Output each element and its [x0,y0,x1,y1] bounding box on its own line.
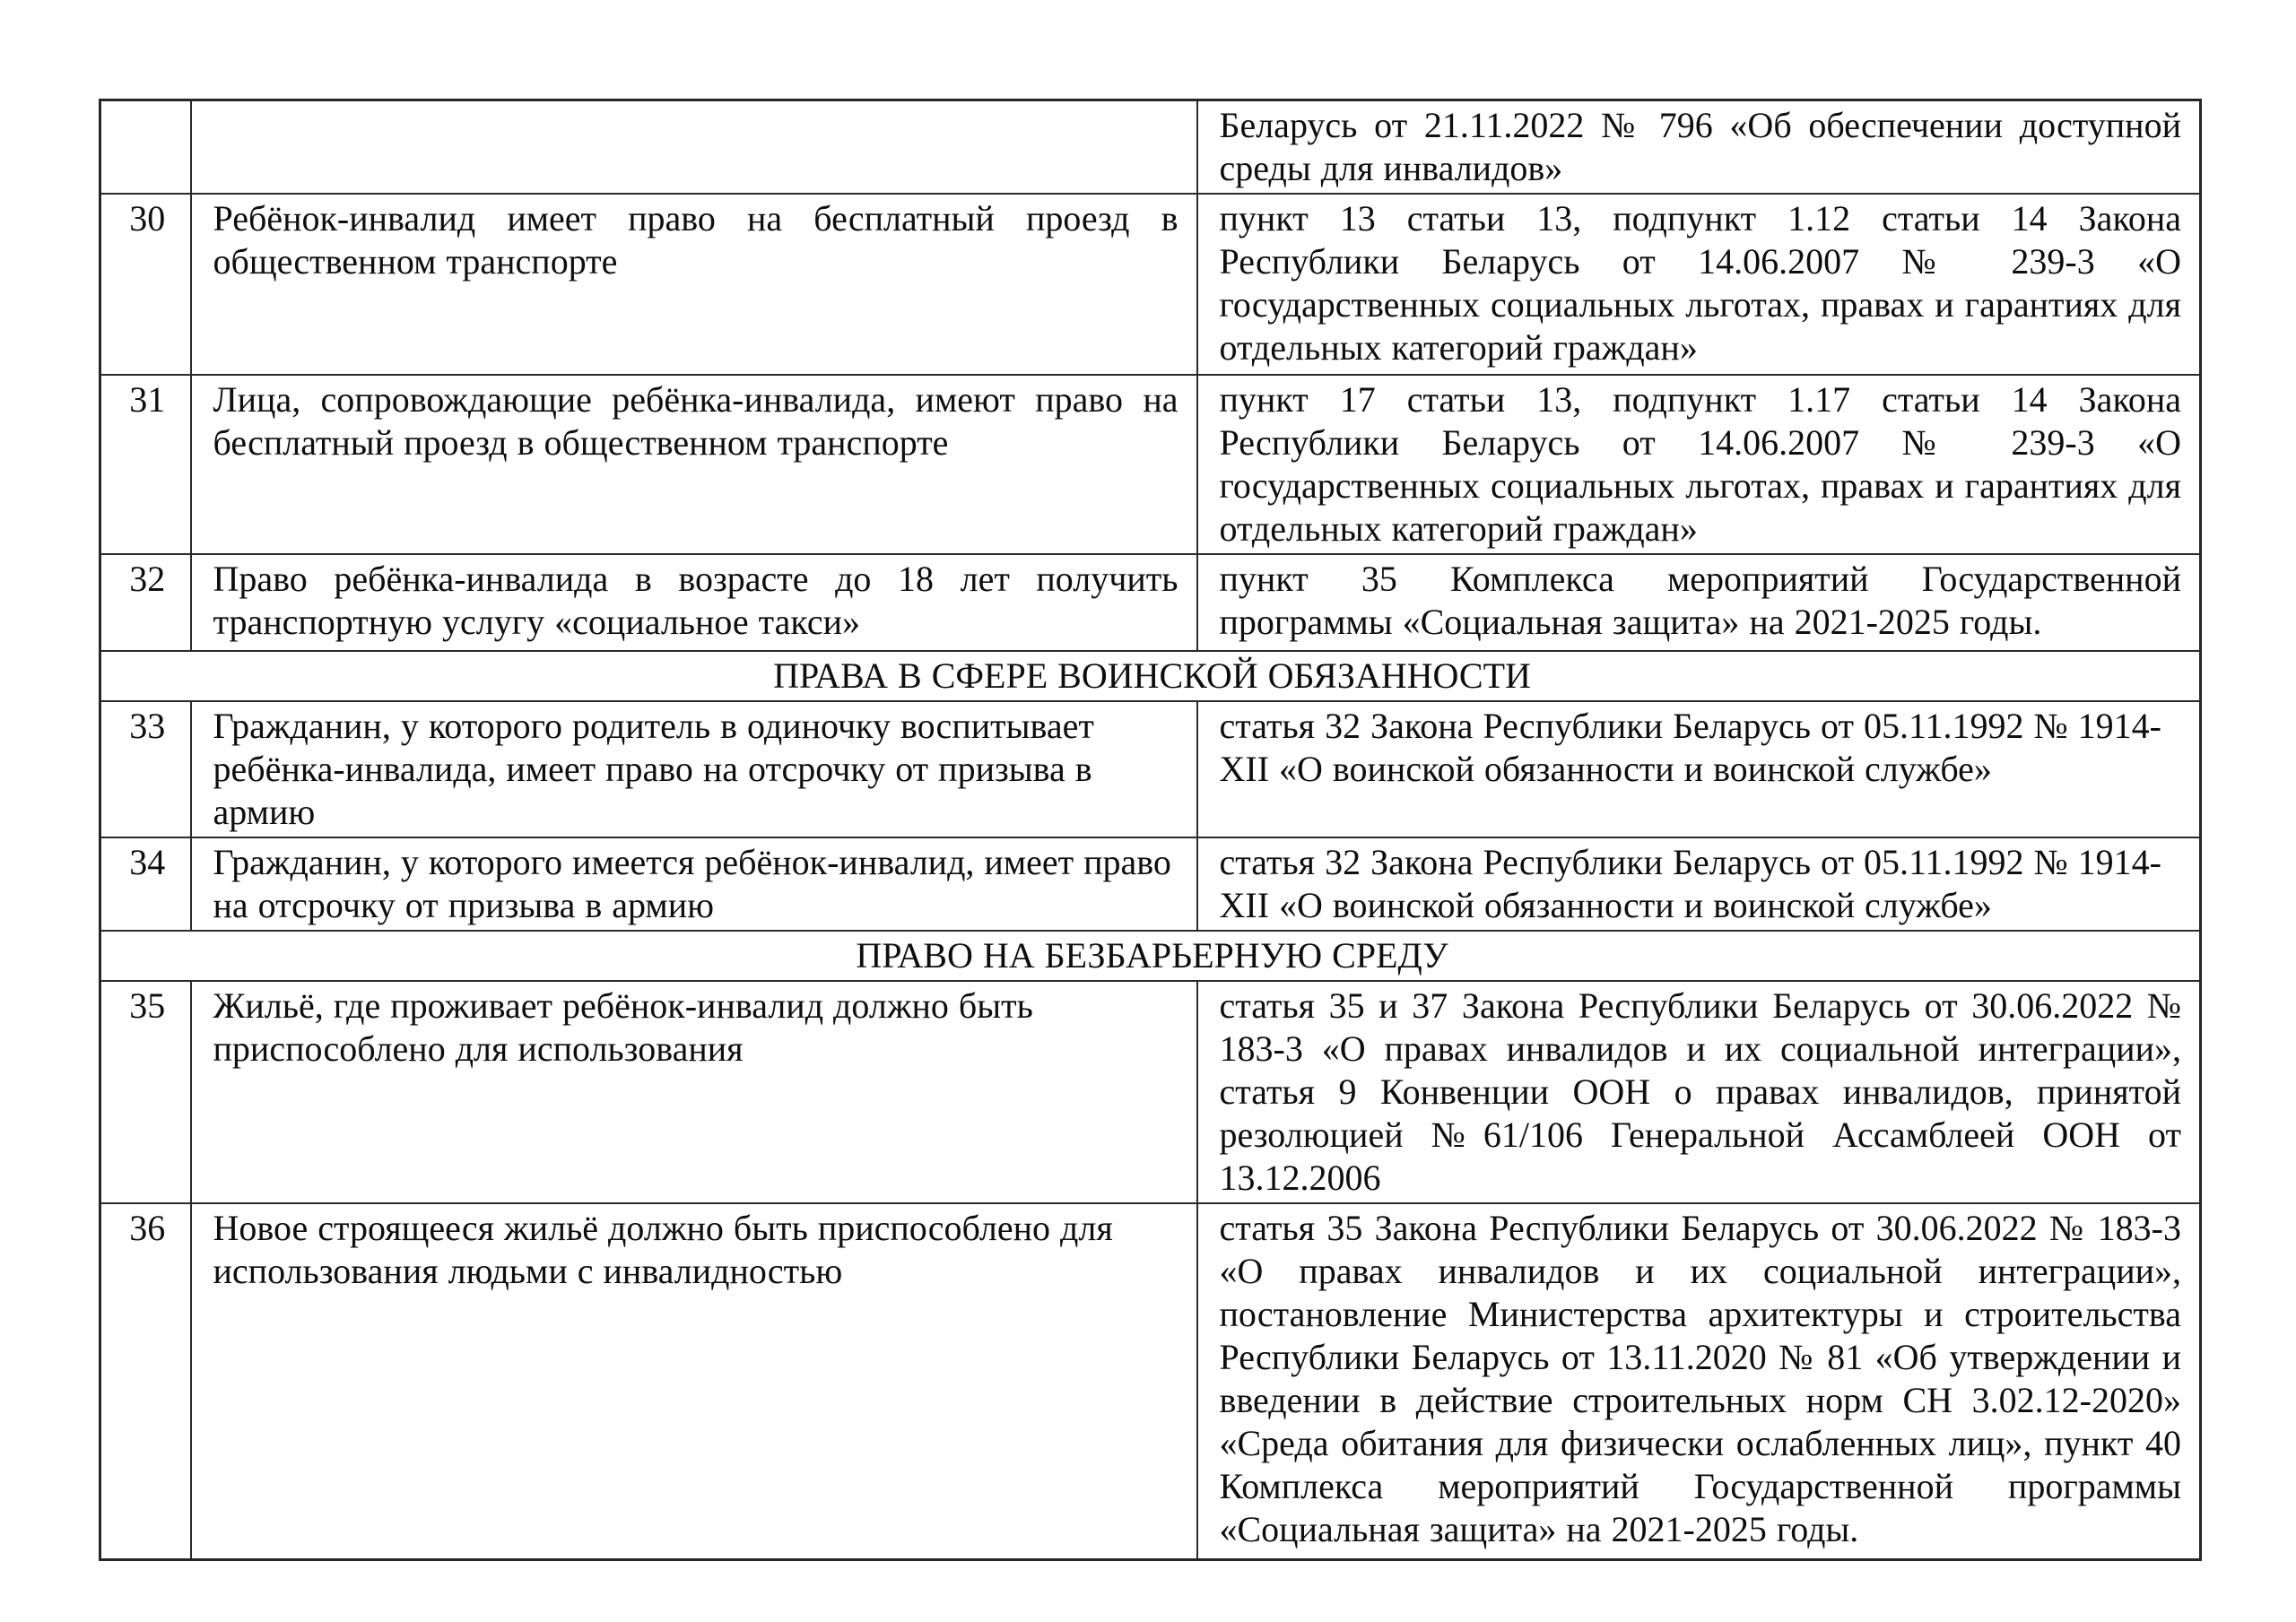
right-description: Гражданин, у которого имеется ребёнок-инвалид, имеет право на отсрочку от призыва в армию [191,837,1197,931]
row-number: 33 [100,701,191,837]
legal-basis: статья 32 Закона Республики Беларусь от 05.11.1992 № 1914-XII «О воинской обязанности и воинской службе» [1197,701,2201,837]
right-description: Ребёнок-инвалид имеет право на бесплатный проезд в общественном транспорте [191,194,1197,375]
legal-basis: Беларусь от 21.11.2022 № 796 «Об обеспечении доступной среды для инвалидов» [1197,100,2201,195]
section-title: ПРАВО НА БЕЗБАРЬЕРНУЮ СРЕДУ [100,931,2201,981]
right-description: Жильё, где проживает ребёнок-инвалид должно быть приспособлено для использования [191,981,1197,1203]
legal-basis: пункт 13 статьи 13, подпункт 1.12 статьи 14 Закона Республики Беларусь от 14.06.2007 № 239-3 «О государственных социальных льготах, правах и гарантиях для отдельных категорий граждан» [1197,194,2201,375]
row-number: 34 [100,837,191,931]
table-row [100,554,2201,651]
right-description: Новое строящееся жильё должно быть приспособлено для использования людьми с инвалидностью [191,1203,1197,1559]
legal-basis: пункт 17 статьи 13, подпункт 1.17 статьи 14 Закона Республики Беларусь от 14.06.2007 № 239-3 «О государственных социальных льготах, правах и гарантиях для отдельных категорий граждан» [1197,375,2201,554]
row-number: 36 [100,1203,191,1559]
table-row [100,375,2201,554]
row-number: 31 [100,375,191,554]
right-description [191,100,1197,195]
row-number [100,100,191,195]
table-row-continuation [100,100,2201,195]
row-number: 35 [100,981,191,1203]
table-row [100,837,2201,931]
legal-basis: статья 35 Закона Республики Беларусь от 30.06.2022 № 183-3 «О правах инвалидов и их социальной интеграции», постановление Министерства архитектуры и строительства Республики Беларусь от 13.11.2020 № 81 «Об утверждении и введении в действие строительных норм СН 3.02.12-2020» «Среда обитания для физически ослабленных лиц», пункт 40 Комплекса мероприятий Государственной программы «Социальная защита» на 2021-2025 годы. [1197,1203,2201,1559]
row-number: 32 [100,554,191,651]
right-description: Лица, сопровождающие ребёнка-инвалида, имеют право на бесплатный проезд в общественном транспорте [191,375,1197,554]
table-row [100,194,2201,375]
right-description: Право ребёнка-инвалида в возрасте до 18 лет получить транспортную услугу «социальное такси» [191,554,1197,651]
rights-table [99,99,2202,1561]
table-row [100,1203,2201,1559]
section-header-row [100,931,2201,981]
legal-basis: пункт 35 Комплекса мероприятий Государственной программы «Социальная защита» на 2021-2025 годы. [1197,554,2201,651]
legal-basis: статья 32 Закона Республики Беларусь от 05.11.1992 № 1914-XII «О воинской обязанности и воинской службе» [1197,837,2201,931]
table-row [100,701,2201,837]
section-title: ПРАВА В СФЕРЕ ВОИНСКОЙ ОБЯЗАННОСТИ [100,651,2201,701]
section-header-row [100,651,2201,701]
legal-basis: статья 35 и 37 Закона Республики Беларусь от 30.06.2022 № 183-3 «О правах инвалидов и их социальной интеграции», статья 9 Конвенции ООН о правах инвалидов, принятой резолюцией №61/106 Генеральной Ассамблеей ООН от 13.12.2006 [1197,981,2201,1203]
table-row [100,981,2201,1203]
right-description: Гражданин, у которого родитель в одиночку воспитывает ребёнка-инвалида, имеет право на отсрочку от призыва в армию [191,701,1197,837]
row-number: 30 [100,194,191,375]
